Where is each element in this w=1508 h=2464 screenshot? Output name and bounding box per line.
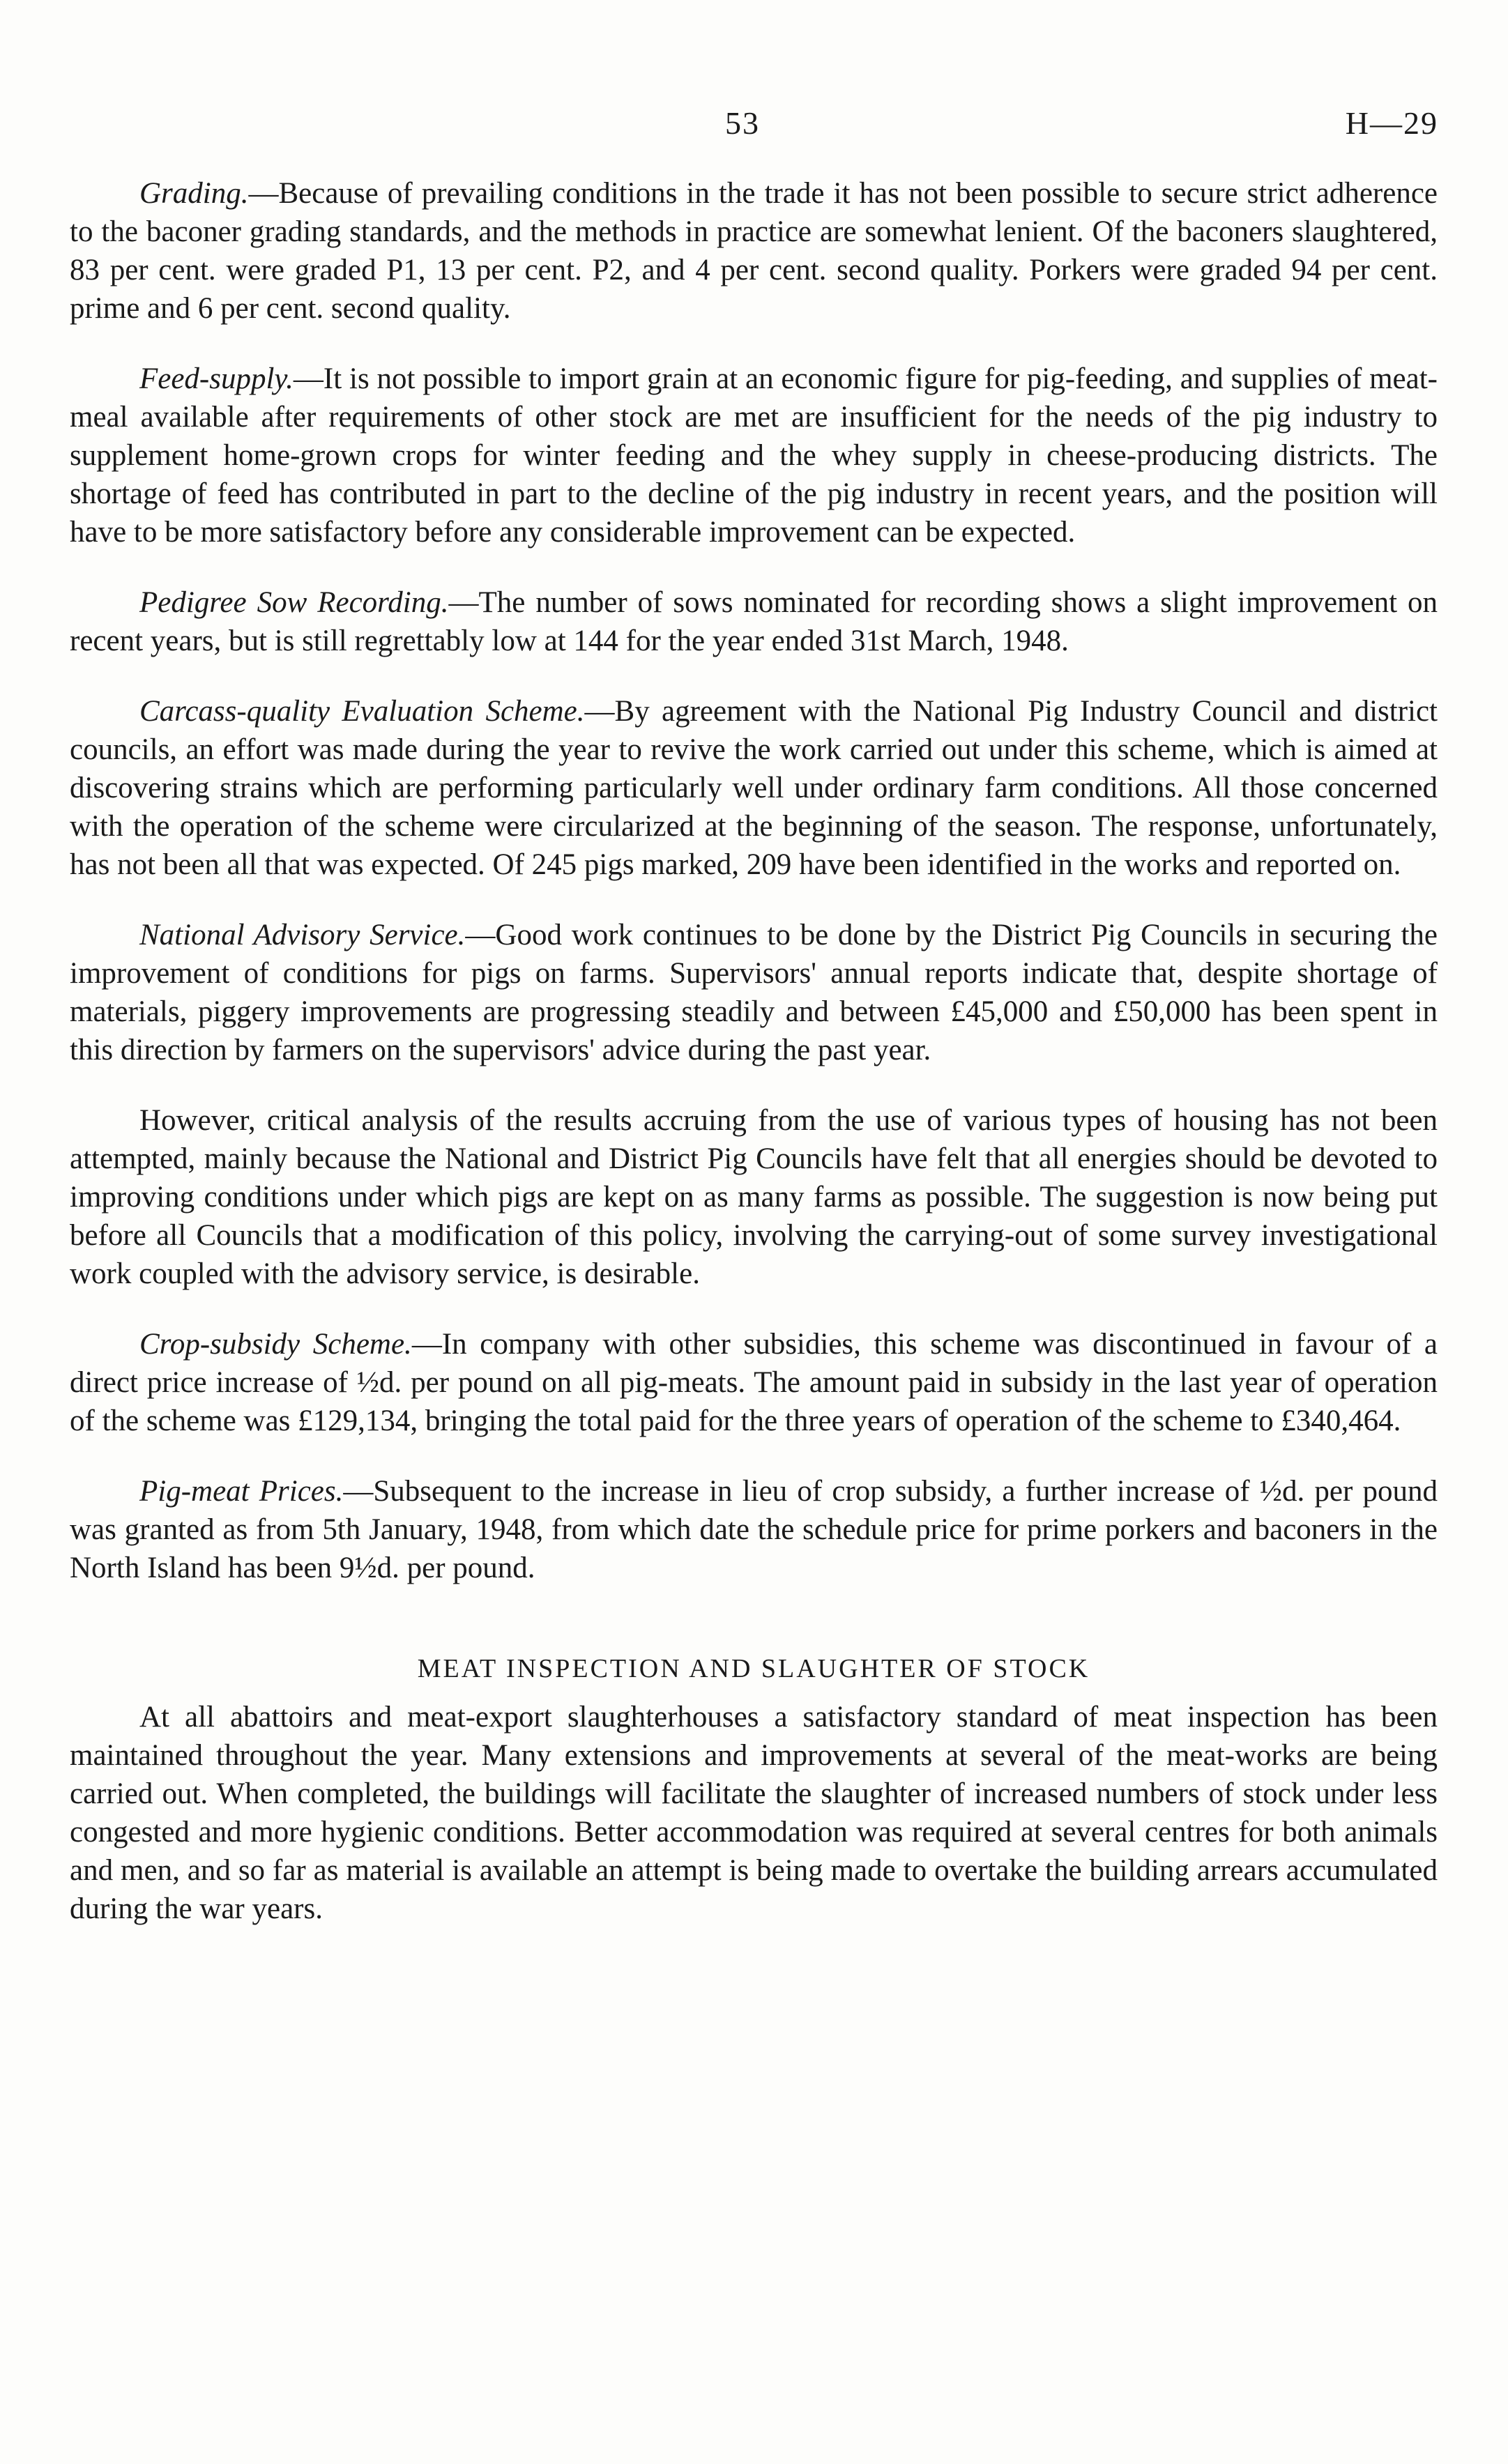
paragraph-heading: Carcass-quality Evaluation Scheme. xyxy=(139,695,585,728)
paragraph-grading xyxy=(70,174,1438,328)
paragraph-text: —The number of sows nominated for recording shows a slight improvement on recent years, but is still regrettably low at 144 for the year ended 31st March, 1948. xyxy=(70,586,1438,657)
paragraph-text: —Subsequent to the increase in lieu of crop subsidy, a further increase of ½d. per pound was granted as from 5th January, 1948, from which date the schedule price for prime porkers and baconers in the North Island has been 9½d. per pound. xyxy=(70,1475,1438,1584)
paragraph-heading: National Advisory Service. xyxy=(139,919,466,951)
page-header xyxy=(0,105,1508,153)
paragraph-heading: Pedigree Sow Recording. xyxy=(139,586,449,619)
paragraph-national-advisory-service xyxy=(70,916,1438,1069)
paragraph-housing-analysis xyxy=(70,1101,1438,1293)
paragraph-pig-meat-prices xyxy=(70,1472,1438,1587)
paragraph-meat-inspection: At all abattoirs and meat-export slaughterhouses a satisfactory standard of meat inspection has been maintained throughout the year. Many extensions and improvements at several of the meat-works are being carried out. When completed, the buildings will facilitate the slaughter of increased numbers of stock under less congested and more hygienic conditions. Better accommodation was required at several centres for both animals and men, and so far as material is available an attempt is being made to overtake the building arrears accumulated during the war years. xyxy=(70,1701,1438,1925)
paragraph-text: —Good work continues to be done by the District Pig Councils in securing the improvement of conditions for pigs on farms. Supervisors' annual reports indicate that, despite shortage of materials, piggery improvements are progressing steadily and between £45,000 and £50,000 has been spent in this direction by farmers on the supervisors' advice during the past year. xyxy=(70,919,1438,1066)
paragraph-crop-subsidy xyxy=(70,1325,1438,1440)
paragraph-carcass-quality xyxy=(70,692,1438,884)
paragraph-heading: Crop-subsidy Scheme. xyxy=(139,1328,412,1361)
paragraph-text: However, critical analysis of the results accruing from the use of various types of housing has not been attempted, mainly because the National and District Pig Councils have felt that all energies should be devoted to improving conditions under which pigs are kept on as many farms as possible. The suggestion is now being put before all Councils that a modification of this policy, involving the carrying-out of some survey investigational work coupled with the advisory service, is desirable. xyxy=(70,1104,1438,1290)
paragraph-feed-supply xyxy=(70,360,1438,551)
paragraph-heading: Grading. xyxy=(139,177,249,210)
paragraph-text: —By agreement with the National Pig Industry Council and district councils, an effort was made during the year to revive the work carried out under this scheme, which is aimed at discovering strains which are performing particularly well under ordinary farm conditions. All those concerned with the operation of the scheme were circularized at the beginning of the season. The response, unfortunately, has not been all that was expected. Of 245 pigs marked, 209 have been identified in the works and reported on. xyxy=(70,695,1438,881)
paragraph-heading: Feed-supply. xyxy=(139,362,294,395)
paragraph-text: —It is not possible to import grain at an economic figure for pig-feeding, and supplies of meat-meal available after requirements of other stock are met are insufficient for the needs of the pig industry to supplement home-grown crops for winter feeding and the whey supply in cheese-producing districts. The shortage of feed has contributed in part to the decline of the pig industry in recent years, and the position will have to be more satisfactory before any considerable improvement can be expected. xyxy=(70,362,1438,549)
section-heading: MEAT INSPECTION AND SLAUGHTER OF STOCK xyxy=(417,1654,1090,1683)
paragraph-text: —Because of prevailing conditions in the trade it has not been possible to secure strict adherence to the baconer grading standards, and the methods in practice are somewhat lenient. Of the baconers slaughtered, 83 per cent. were graded P1, 13 per cent. P2, and 4 per cent. second quality. Porkers were graded 94 per cent. prime and 6 per cent. second quality. xyxy=(70,177,1438,325)
paragraph-heading: Pig-meat Prices. xyxy=(139,1475,344,1508)
paragraph-pedigree-sow-recording xyxy=(70,583,1438,660)
document-reference: H—29 xyxy=(1345,105,1438,141)
page-body xyxy=(70,174,1438,1960)
paragraph-text: —In company with other subsidies, this scheme was discontinued in favour of a direct price increase of ½d. per pound on all pig-meats. The amount paid in subsidy in the last year of operation of the scheme was £129,134, bringing the total paid for the three years of operation of the scheme to £340,464. xyxy=(70,1328,1438,1437)
page-number: 53 xyxy=(725,105,760,141)
